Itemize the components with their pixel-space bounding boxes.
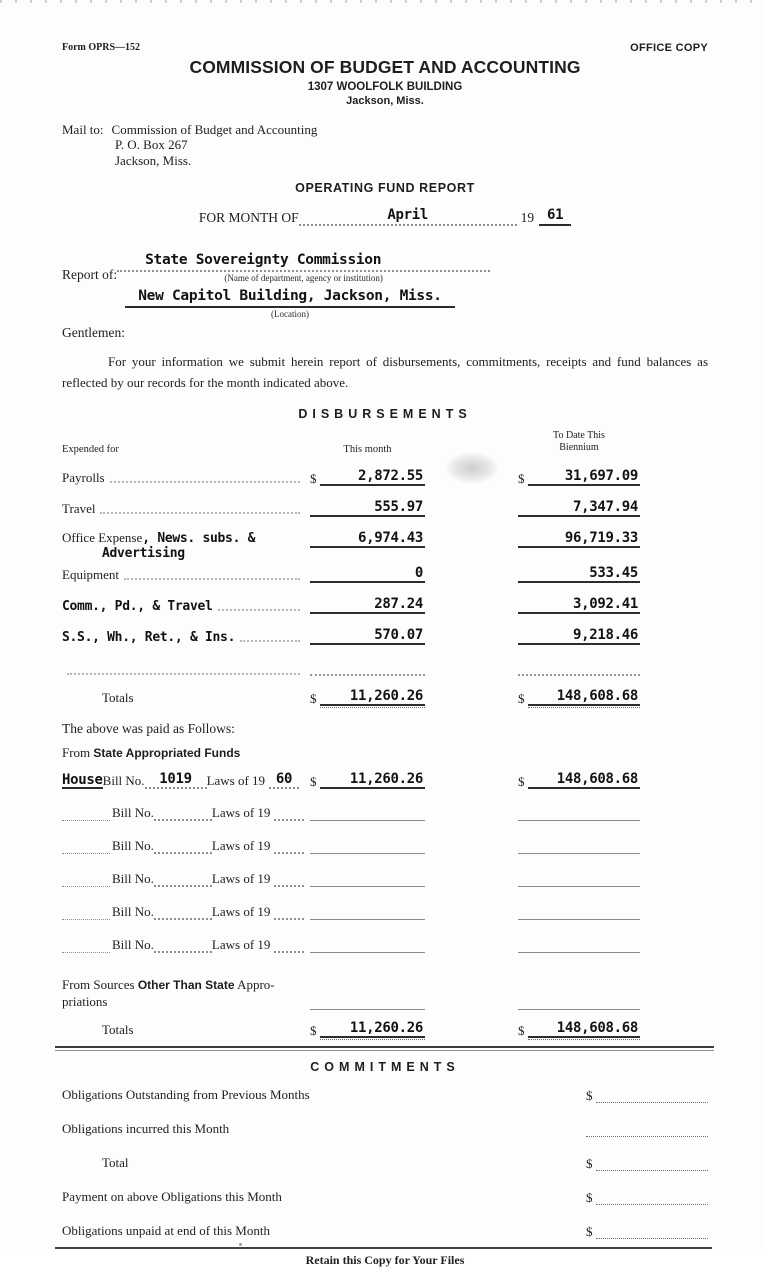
other-sources-line2: priations [62, 993, 108, 1009]
blank-amount-line [310, 661, 425, 676]
footer-note: Retain this Copy for Your Files [305, 1252, 465, 1267]
other-sources-row [62, 977, 708, 1010]
table-row [62, 627, 708, 645]
paid-as-intro: The above was paid as Follows: [62, 721, 235, 737]
laws-year-field [269, 772, 299, 790]
blank-bill-row [62, 937, 708, 953]
mail-to-block [62, 122, 708, 168]
year-field [539, 208, 571, 226]
bill-no-label: Bill No. [112, 937, 154, 953]
amount-this-month: 6,974.43 [310, 530, 425, 548]
currency-sign: $ [310, 691, 317, 706]
location-line [125, 289, 708, 322]
amount-to-date: 96,719.33 [518, 530, 640, 548]
blank-amount-line [310, 940, 425, 953]
laws-year: 60 [275, 770, 293, 787]
currency-sign: $ [586, 1223, 593, 1239]
currency-sign: $ [586, 1087, 593, 1103]
row-label: Payrolls [62, 469, 105, 485]
year-value: 61 [547, 206, 564, 223]
currency-sign: $ [586, 1189, 593, 1205]
department-caption: (Name of department, agency or institution) [224, 273, 383, 284]
bill-no-label: Bill No. [112, 838, 154, 854]
salutation: Gentlemen: [62, 325, 125, 341]
commitment-row [62, 1087, 708, 1103]
blank-amount-line [518, 841, 640, 854]
bill-number-field [154, 918, 212, 920]
mail-to-name: Commission of Budget and Accounting [111, 122, 318, 137]
form-header-row [62, 42, 708, 54]
scan-dot-artifact [239, 1243, 242, 1246]
year-prefix: 19 [520, 210, 535, 226]
agency-address-line1: 1307 WOOLFOLK BUILDING [307, 81, 463, 93]
commitment-row [62, 1223, 708, 1239]
report-of-line [62, 253, 708, 283]
amount-this-month: 0 [310, 565, 425, 583]
commitment-row [62, 1189, 708, 1205]
office-copy-label: OFFICE COPY [630, 42, 708, 54]
col-this-month: This month [343, 443, 392, 455]
agency-title: COMMISSION OF BUDGET AND ACCOUNTING [189, 57, 581, 77]
blank-amount-line [596, 1193, 709, 1205]
bill-no-label: Bill No. [112, 871, 154, 887]
commitment-row [62, 1121, 708, 1137]
blank-amount-line [596, 1227, 709, 1239]
currency-sign: $ [518, 774, 525, 790]
laws-of-label: Laws of 19 [211, 838, 271, 854]
disbursements-column-headers [62, 430, 708, 455]
house-bill-row [62, 771, 708, 789]
section-divider-rule [55, 1046, 714, 1051]
location-value: New Capitol Building, Jackson, Miss. [138, 288, 442, 305]
blank-line [62, 810, 110, 821]
laws-year-field [274, 951, 304, 953]
amount-this-month: 2,872.55 [320, 468, 426, 486]
table-row [62, 499, 708, 517]
col-expended-for: Expended for [62, 443, 119, 455]
laws-of-label: Laws of 19 [211, 904, 271, 920]
bill-number-field [154, 951, 212, 953]
amount-to-date: 7,347.94 [518, 499, 640, 517]
bill-no-label: Bill No. [112, 805, 154, 821]
scan-edge-dots [0, 0, 763, 3]
commitment-label: Obligations Outstanding from Previous Months [62, 1086, 310, 1102]
month-field [299, 208, 517, 226]
currency-sign: $ [310, 1022, 317, 1038]
blank-amount-line [518, 997, 640, 1010]
blank-amount-line [596, 1091, 709, 1103]
house-typed-prefix: House [62, 771, 103, 788]
blank-line [62, 942, 110, 953]
totals-label: Totals [102, 1021, 134, 1037]
from-state-prefix: From [62, 745, 91, 761]
row-label-typed: , News. subs. & [142, 531, 256, 547]
blank-amount-line [586, 1125, 708, 1137]
location-field [125, 289, 455, 319]
from-state-emphasis: State Appropriated Funds [93, 746, 241, 761]
totals-this-month: 11,260.26 [320, 688, 426, 706]
laws-of-label: Laws of 19 [206, 773, 266, 789]
totals-label: Totals [102, 690, 134, 706]
laws-of-label: Laws of 19 [211, 937, 271, 953]
mail-to-label: Mail to: [62, 122, 104, 137]
amount-this-month: 570.07 [310, 627, 425, 645]
laws-year-field [274, 852, 304, 854]
for-month-label: FOR MONTH OF [198, 210, 299, 226]
blank-amount-line [310, 874, 425, 887]
row-label: Travel [62, 501, 96, 517]
location-value-line [125, 289, 455, 308]
amount-this-month: 555.97 [310, 499, 425, 517]
department-value: State Sovereignty Commission [145, 252, 382, 269]
other-sources-suffix: Appro- [237, 977, 275, 993]
col-to-date [518, 430, 640, 455]
blank-amount-line [310, 841, 425, 854]
for-month-line [62, 208, 708, 226]
blank-amount-line [518, 907, 640, 920]
laws-of-label: Laws of 19 [211, 871, 271, 887]
bill-no-label: Bill No. [102, 773, 145, 789]
form-number: Form OPRS—152 [62, 42, 141, 53]
dotted-leader [100, 512, 300, 514]
department-field [117, 253, 490, 283]
mail-to-line3: Jackson, Miss. [115, 152, 192, 168]
table-row [62, 565, 708, 583]
commitments-heading: COMMITMENTS [310, 1059, 460, 1074]
blank-line [62, 843, 110, 854]
row-label: Equipment [62, 567, 120, 583]
laws-year-field [274, 885, 304, 887]
body-paragraph: For your information we submit herein report of disbursements, commitments, receipts and fund balances as reflected by our records for the month indicated above. [62, 354, 708, 391]
amount-to-date: 533.45 [518, 565, 640, 583]
totals-this-month: 11,260.26 [320, 1020, 426, 1038]
bill-amount-this-month: 11,260.26 [320, 771, 426, 789]
disbursements-heading: DISBURSEMENTS [298, 406, 472, 421]
location-caption: (Location) [271, 309, 309, 320]
dotted-leader [240, 640, 300, 642]
blank-table-row [62, 661, 708, 676]
row-label-typed: Comm., Pd., & Travel [62, 599, 213, 615]
blank-amount-line [310, 997, 425, 1010]
currency-sign: $ [586, 1155, 593, 1171]
col-to-date-line2: Biennium [559, 442, 599, 454]
blank-bill-row [62, 805, 708, 821]
paid-as-totals-row [62, 1020, 708, 1038]
blank-bill-row [62, 904, 708, 920]
laws-of-label: Laws of 19 [211, 805, 271, 821]
blank-amount-line [518, 874, 640, 887]
dotted-leader [110, 481, 300, 483]
blank-amount-line [596, 1159, 709, 1171]
mail-to-line2: P. O. Box 267 [115, 137, 188, 153]
commitment-label: Obligations unpaid at end of this Month [62, 1222, 270, 1238]
blank-line [62, 909, 110, 920]
table-row [62, 596, 708, 614]
bill-number-field [154, 885, 212, 887]
table-row [62, 530, 708, 563]
laws-year-field [274, 918, 304, 920]
table-row [62, 468, 708, 486]
blank-amount-line [518, 940, 640, 953]
blank-bill-row [62, 838, 708, 854]
blank-line [62, 876, 110, 887]
currency-sign: $ [518, 691, 525, 706]
other-sources-prefix: From Sources [62, 977, 135, 993]
row-label-typed-line2: Advertising [102, 546, 185, 562]
from-state-line [62, 745, 708, 761]
dotted-leader [218, 609, 300, 611]
amount-to-date: 3,092.41 [518, 596, 640, 614]
month-value: April [387, 206, 428, 223]
commitment-label: Obligations incurred this Month [62, 1120, 230, 1136]
amount-to-date: 9,218.46 [518, 627, 640, 645]
bill-number-field [145, 772, 207, 790]
report-of-label: Report of: [62, 267, 118, 283]
blank-amount-line [518, 808, 640, 821]
report-title: OPERATING FUND REPORT [295, 180, 475, 195]
currency-sign: $ [310, 774, 317, 790]
totals-to-date: 148,608.68 [528, 1020, 641, 1038]
currency-sign: $ [518, 1022, 525, 1038]
scan-smudge [446, 453, 498, 483]
blank-amount-line [310, 808, 425, 821]
totals-to-date: 148,608.68 [528, 688, 641, 706]
mail-to-line1 [62, 122, 708, 137]
blank-amount-line [310, 907, 425, 920]
amount-to-date: 31,697.09 [528, 468, 641, 486]
agency-address-line2: Jackson, Miss. [346, 95, 424, 107]
dotted-leader [124, 578, 300, 580]
bill-number: 1019 [159, 770, 192, 787]
bill-no-label: Bill No. [112, 904, 154, 920]
disbursements-totals-row [62, 688, 708, 706]
row-label: Office Expense [62, 530, 143, 546]
currency-sign: $ [310, 470, 317, 486]
currency-sign: $ [518, 470, 525, 486]
other-sources-text [62, 977, 275, 1010]
col-to-date-line1: To Date This [553, 429, 605, 441]
bill-number-field [154, 852, 212, 854]
blank-bill-row [62, 871, 708, 887]
other-sources-emphasis: Other Than State [137, 978, 235, 993]
bill-amount-to-date: 148,608.68 [528, 771, 641, 789]
commitment-label: Payment on above Obligations this Month [62, 1188, 282, 1204]
dotted-leader [67, 673, 300, 675]
row-label-typed: S.S., Wh., Ret., & Ins. [62, 630, 236, 646]
laws-year-field [274, 819, 304, 821]
amount-this-month: 287.24 [310, 596, 425, 614]
department-value-line [117, 253, 490, 272]
footer-rule [55, 1247, 712, 1249]
commitment-label: Total [102, 1154, 129, 1170]
commitment-row [62, 1155, 708, 1171]
bill-number-field [154, 819, 212, 821]
blank-amount-line [518, 661, 640, 676]
